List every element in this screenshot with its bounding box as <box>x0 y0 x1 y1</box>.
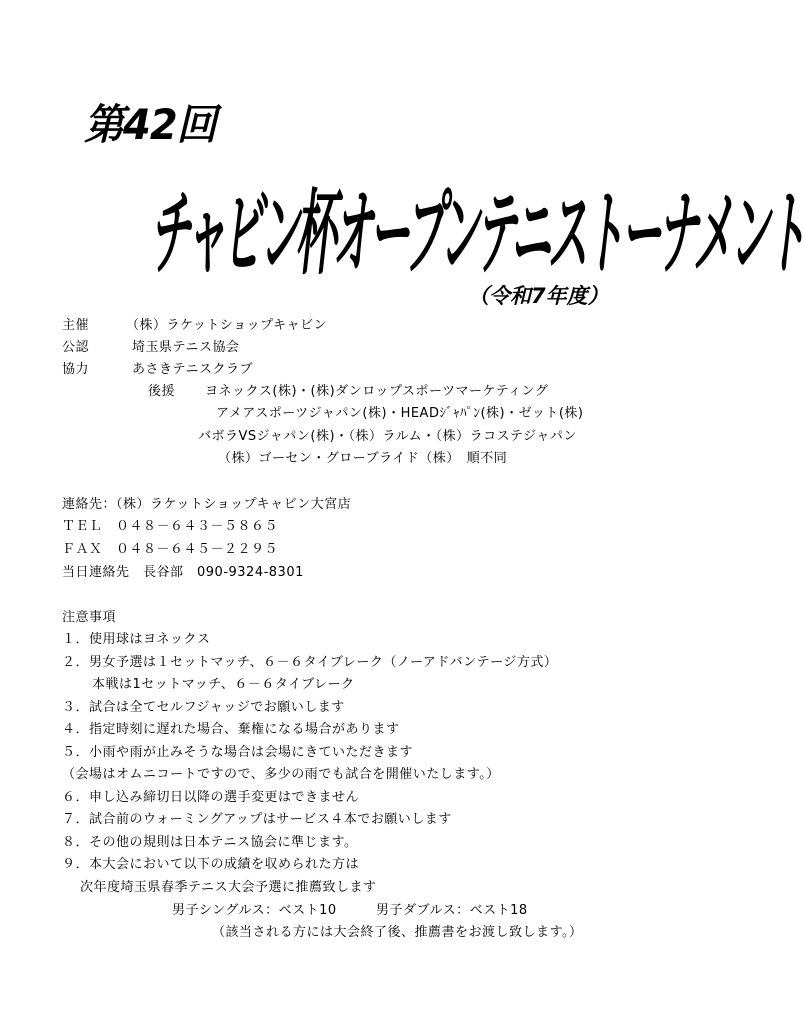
note-item: ４．指定時刻に遅れた場合、棄権になる場合があります <box>62 722 400 737</box>
day-contact: 当日連絡先 長谷部 090-9324-8301 <box>62 565 304 580</box>
mens-doubles: 男子ダブルス：ベスト18 <box>376 903 528 918</box>
mens-singles: 男子シングルス：ベスト10 <box>172 903 337 918</box>
note-item: ２．男女予選は１セットマッチ、６－６タイブレーク（ノーアドバンテージ方式） <box>62 655 558 670</box>
cooperation-value: あさきテニスクラブ <box>132 362 253 377</box>
note-item: ３．試合は全てセルフジャッジでお願いします <box>62 700 345 715</box>
support-line: アメアスポーツジャパン(株)・HEADｼﾞｬﾊﾟﾝ(株)・ゼット(株) <box>216 406 584 421</box>
notes-heading: 注意事項 <box>62 610 117 625</box>
note-item: ５．小雨や雨が止みそうな場合は会場にきていただきます <box>62 745 414 760</box>
note-item: 本戦は1セットマッチ、６－６タイブレーク <box>92 677 355 692</box>
edition-heading: 第42回 <box>84 101 216 150</box>
note-item: １．使用球はヨネックス <box>62 632 211 647</box>
note-item: ９．本大会において以下の成績を収められた方は <box>62 857 360 872</box>
note-item: ７．試合前のウォーミングアップはサービス４本でお願いします <box>62 812 452 827</box>
tournament-title: チャビン杯オープンテニストーナメント <box>150 180 803 289</box>
host-label: 主催 <box>62 318 90 333</box>
cooperation-label: 協力 <box>62 362 90 377</box>
fiscal-year: （令和7年度） <box>468 284 609 308</box>
contact-tel: ＴＥＬ ０４８－６４３－５８６５ <box>62 519 279 534</box>
support-line: バボラVSジャパン(株)・（株）ラルム・（株）ラコステジャパン <box>198 429 577 444</box>
support-label: 後援 <box>148 384 176 399</box>
support-line: ヨネックス(株)・(株)ダンロップスポーツマーケティング <box>205 384 549 399</box>
host-value: （株）ラケットショップキャビン <box>126 318 328 333</box>
approval-label: 公認 <box>62 340 90 355</box>
note-item: （会場はオムニコートですので、多少の雨でも試合を開催いたします。） <box>62 767 500 782</box>
support-line: （株）ゴーセン・グローブライド（株） 順不同 <box>218 451 508 466</box>
note-item: ６．申し込み締切日以降の選手変更はできません <box>62 790 360 805</box>
contact-label: 連絡先：（株）ラケットショップキャビン大宮店 <box>62 497 352 512</box>
recommendation-note: （該当される方には大会終了後、推薦書をお渡し致します。） <box>212 925 583 940</box>
contact-fax: ＦＡＸ ０４８－６４５－２２９５ <box>62 542 279 557</box>
approval-value: 埼玉県テニス協会 <box>132 340 240 355</box>
note-item: ８．その他の規則は日本テニス協会に準じます。 <box>62 835 358 850</box>
note-item: 次年度埼玉県春季テニス大会予選に推薦致します <box>80 880 377 895</box>
